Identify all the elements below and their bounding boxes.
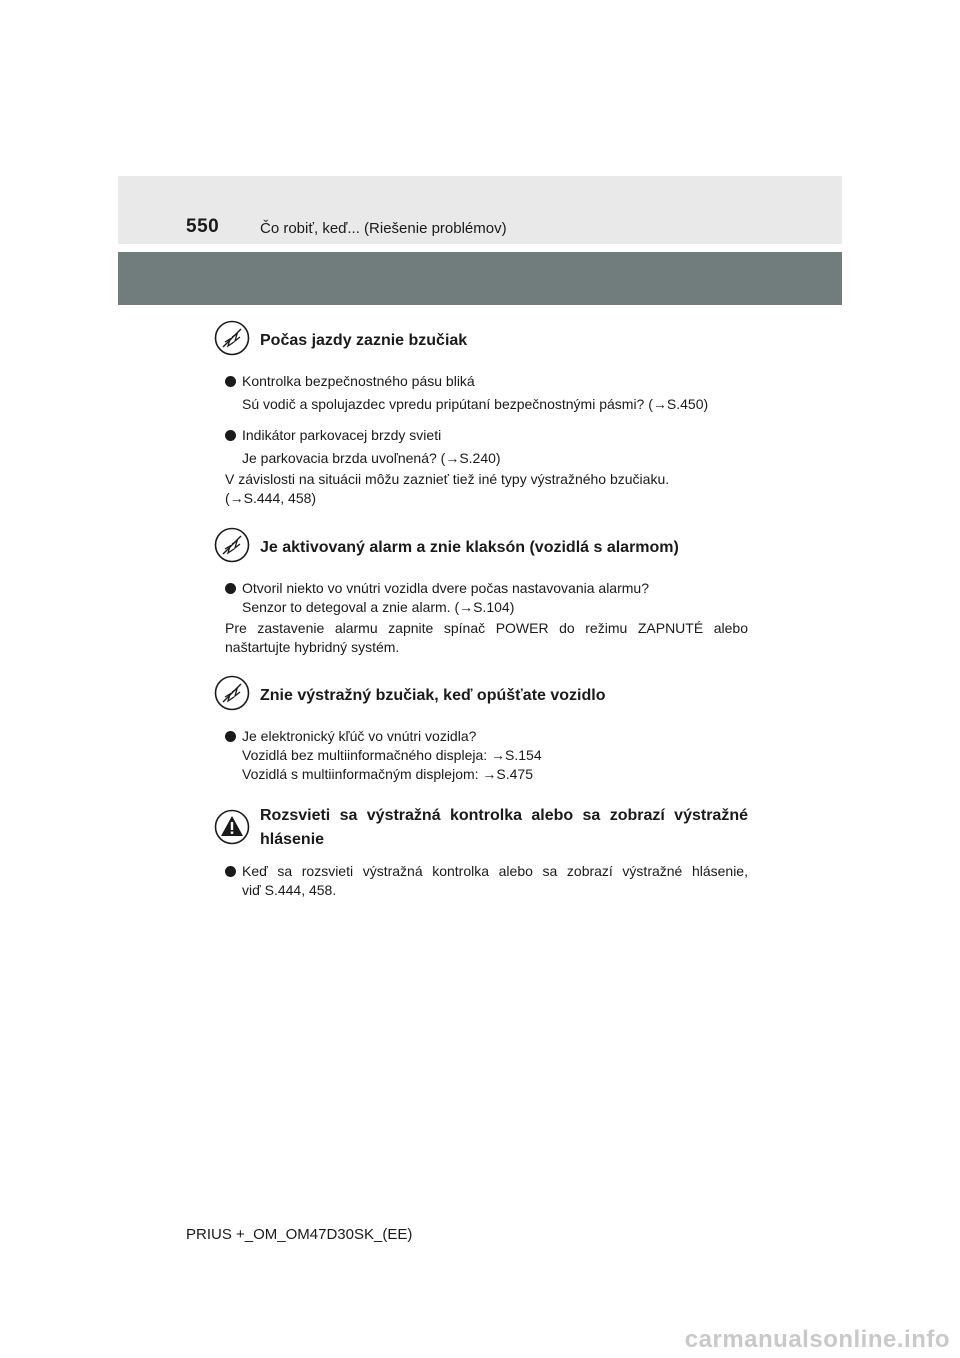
bullet-dot — [225, 376, 236, 387]
bullet-dot — [225, 731, 236, 742]
section-heading — [214, 527, 748, 567]
section-buzzer-driving — [214, 320, 748, 508]
bullet-dot — [225, 583, 236, 594]
bullet-detail: Sú vodič a spolujazdec vpredu pripútaní bezpečnostnými pásmi? (→S.450) — [242, 396, 709, 412]
section-alarm-horn — [214, 527, 748, 657]
warning-sound-icon — [214, 320, 250, 356]
title-line: Rozsvieti sa výstražná kontrolka alebo sa zobrazí výstražné — [260, 807, 748, 824]
note-line: Pre zastavenie alarmu zapnite spínač POWER do režimu ZAPNUTÉ alebo — [225, 620, 748, 636]
note-line: naštartujte hybridný systém. — [225, 639, 400, 655]
bullet-detail: Senzor to detegoval a znie alarm. (→S.104) — [242, 599, 515, 615]
section-title: Počas jazdy zaznie bzučiak — [260, 332, 468, 349]
warning-sound-icon — [214, 675, 250, 711]
bullet-lead: Je elektronický kľúč vo vnútri vozidla? — [242, 728, 477, 744]
page-number: 550 — [186, 216, 220, 237]
list-item — [214, 372, 748, 414]
watermark: carmanualsonline.info — [684, 1326, 950, 1353]
section-buzzer-leaving — [214, 675, 748, 784]
note-line: (→S.444, 458) — [225, 490, 317, 506]
bullet-lead: Indikátor parkovacej brzdy svieti — [242, 427, 442, 443]
document-code: PRIUS +_OM_OM47D30SK_(EE) — [186, 1226, 413, 1243]
section-warning-light — [214, 802, 748, 900]
warning-triangle-icon — [214, 809, 250, 845]
list-item — [214, 862, 748, 900]
section-heading — [214, 320, 748, 360]
section-heading — [214, 675, 748, 715]
list-item — [214, 579, 748, 617]
warning-sound-icon — [214, 527, 250, 563]
bullet-lead: Otvoril niekto vo vnútri vozidla dvere počas nastavovania alarmu? — [242, 580, 649, 596]
bullet-lead: Keď sa rozsvieti výstražná kontrolka alebo sa zobrazí výstražné hlásenie, — [242, 863, 748, 879]
section-bar — [118, 252, 842, 305]
bullet-detail: Vozidlá bez multiinformačného displeja: →S.154 — [242, 747, 542, 763]
section-note — [214, 470, 748, 508]
bullet-detail: viď S.444, 458. — [242, 882, 337, 898]
bullet-detail: Vozidlá s multiinformačným displejom: →S.475 — [242, 766, 534, 782]
section-title: Znie výstražný bzučiak, keď opúšťate vozidlo — [260, 687, 606, 704]
bullet-dot — [225, 430, 236, 441]
bullet-lead: Kontrolka bezpečnostného pásu bliká — [242, 373, 475, 389]
chapter-title: Čo robiť, keď... (Riešenie problémov) — [260, 220, 507, 237]
list-item — [214, 727, 748, 784]
note-line: V závislosti na situácii môžu zaznieť tiež iné typy výstražného bzučiaku. — [225, 471, 670, 487]
bullet-dot — [225, 866, 236, 877]
list-item — [214, 426, 748, 468]
content — [214, 320, 748, 900]
section-title — [260, 802, 748, 852]
title-line: hlásenie — [260, 831, 325, 848]
section-heading — [214, 802, 748, 852]
section-note — [214, 619, 748, 657]
bullet-detail: Je parkovacia brzda uvoľnená? (→S.240) — [242, 450, 501, 466]
section-title: Je aktivovaný alarm a znie klaksón (vozidlá s alarmom) — [260, 539, 679, 556]
